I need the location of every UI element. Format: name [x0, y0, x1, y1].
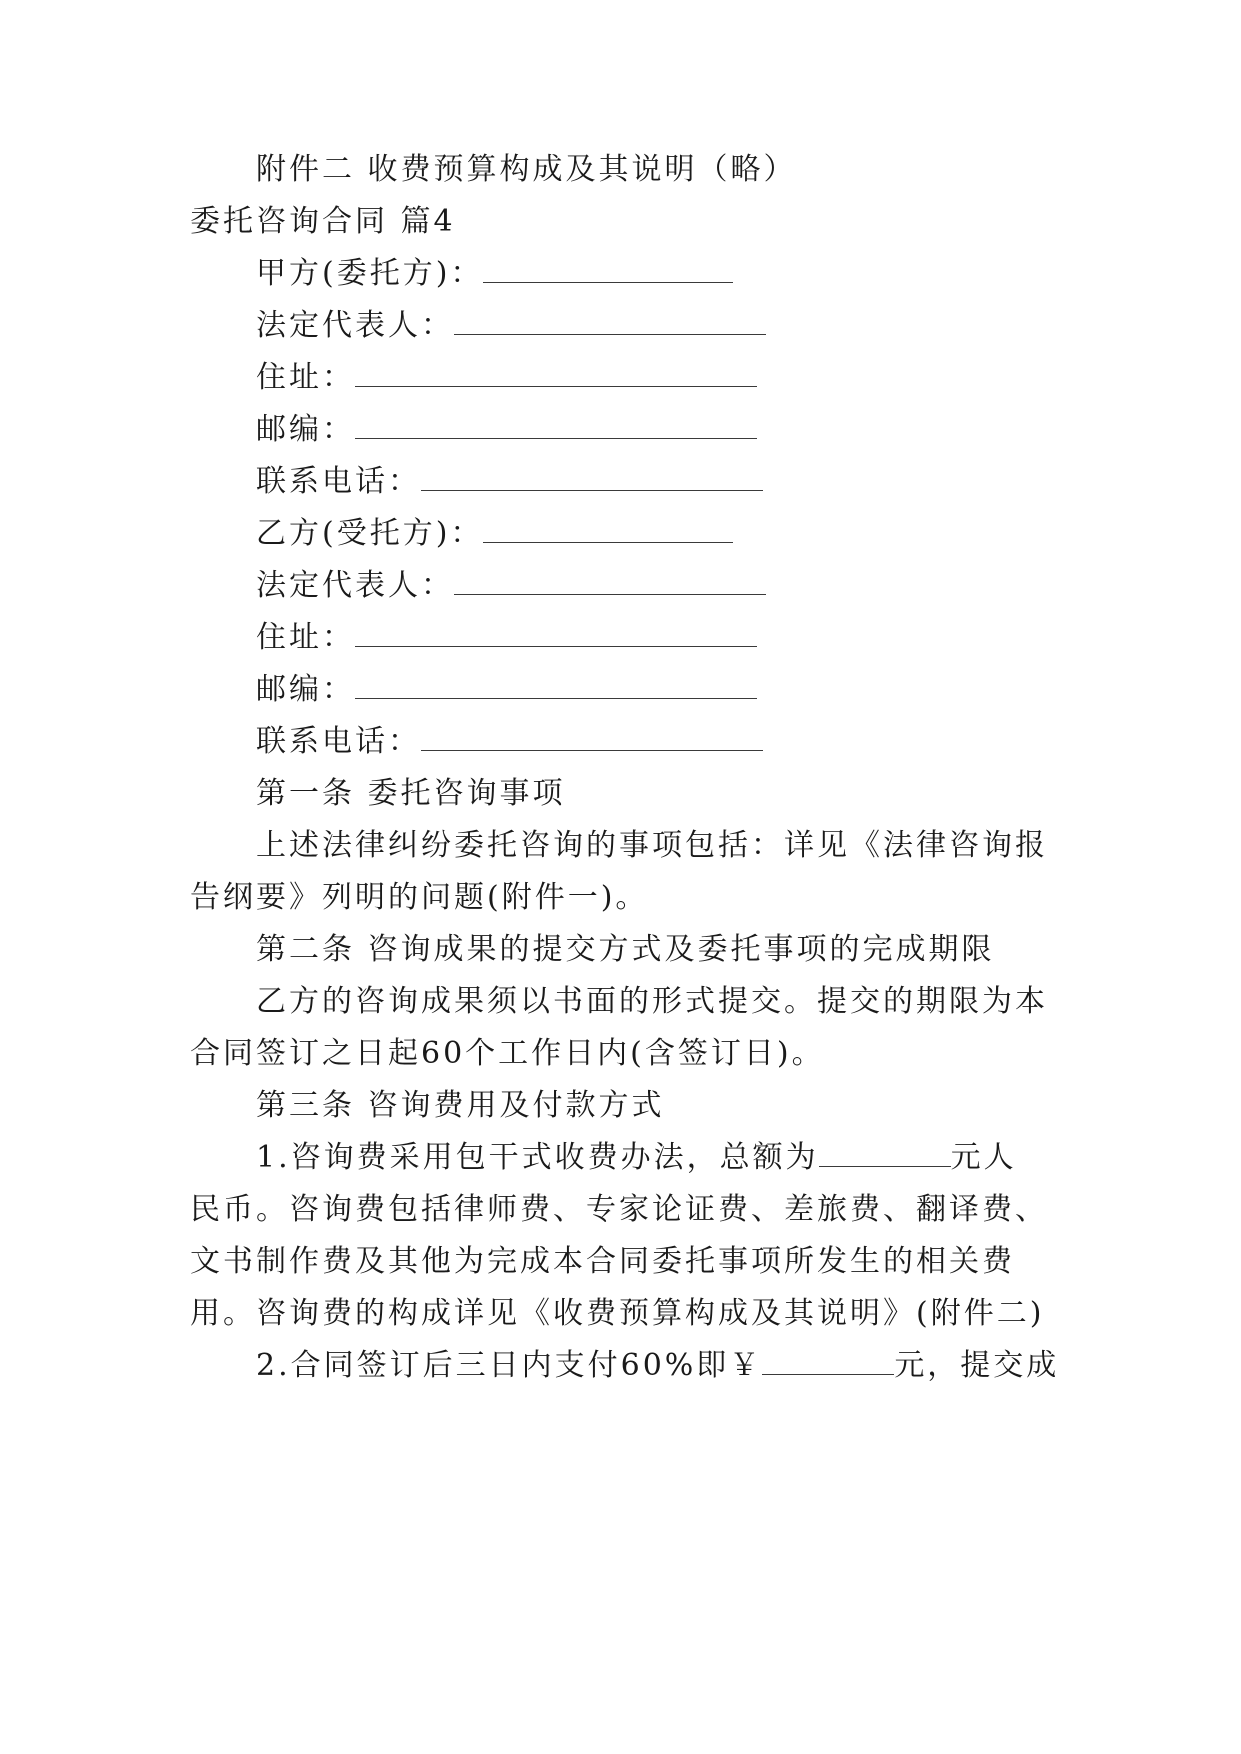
contract-title: 委托咨询合同 篇4 [190, 204, 456, 239]
party-a-postcode-field [256, 410, 757, 450]
fee-clause-line-1 [256, 1138, 1017, 1178]
party-b-address-label: 住址： [256, 620, 355, 655]
party-b-representative-blank [454, 566, 766, 595]
party-a-postcode-label: 邮编： [256, 412, 355, 447]
party-b-postcode-label: 邮编： [256, 672, 355, 707]
party-b-blank [483, 514, 733, 543]
party-b-label: 乙方(受托方)： [256, 516, 484, 551]
article-one-heading: 第一条 委托咨询事项 [256, 776, 566, 811]
party-a-address-label: 住址： [256, 360, 355, 395]
article-two-heading: 第二条 咨询成果的提交方式及委托事项的完成期限 [256, 932, 995, 967]
payment-clause-line-1 [256, 1346, 1059, 1386]
party-b-address-field [256, 618, 757, 658]
article-two-text-line-1: 乙方的咨询成果须以书面的形式提交。提交的期限为本 [256, 984, 1048, 1019]
party-a-phone-label: 联系电话： [256, 464, 421, 499]
party-a-phone-blank [421, 462, 763, 491]
party-a-postcode-blank [355, 410, 757, 439]
party-b-postcode-blank [355, 670, 757, 699]
party-b-phone-blank [421, 722, 763, 751]
party-b-representative-field [256, 566, 766, 606]
fee-total-blank [819, 1138, 951, 1167]
article-three-heading: 第三条 咨询费用及付款方式 [256, 1088, 665, 1123]
payment-amount-blank [762, 1346, 894, 1375]
party-b-phone-label: 联系电话： [256, 724, 421, 759]
party-a-phone-field [256, 462, 763, 502]
party-b-postcode-field [256, 670, 757, 710]
fee-clause-text-b: 元人 [950, 1140, 1017, 1175]
party-a-representative-blank [454, 306, 766, 335]
fee-clause-line-4: 用。咨询费的构成详见《收费预算构成及其说明》(附件二) [190, 1296, 1045, 1331]
party-b-representative-label: 法定代表人： [256, 568, 454, 603]
party-a-address-blank [355, 358, 757, 387]
party-a-field [256, 254, 733, 294]
article-one-text-line-1: 上述法律纠纷委托咨询的事项包括：详见《法律咨询报 [256, 828, 1048, 863]
party-b-phone-field [256, 722, 763, 762]
appendix-two-heading: 附件二 收费预算构成及其说明（略） [256, 152, 797, 187]
article-one-text-line-2: 告纲要》列明的问题(附件一)。 [190, 880, 649, 915]
party-a-representative-label: 法定代表人： [256, 308, 454, 343]
party-a-representative-field [256, 306, 766, 346]
party-b-field [256, 514, 733, 554]
fee-clause-text-a: 1.咨询费采用包干式收费办法，总额为 [256, 1140, 819, 1175]
party-a-label: 甲方(委托方)： [256, 256, 484, 291]
payment-clause-text-b: 元，提交成 [894, 1348, 1060, 1383]
fee-clause-line-3: 文书制作费及其他为完成本合同委托事项所发生的相关费 [190, 1244, 1015, 1279]
payment-clause-text-a: 2.合同签订后三日内支付60%即￥ [256, 1348, 763, 1383]
party-a-blank [483, 254, 733, 283]
party-a-address-field [256, 358, 757, 398]
fee-clause-line-2: 民币。咨询费包括律师费、专家论证费、差旅费、翻译费、 [190, 1192, 1048, 1227]
article-two-text-line-2: 合同签订之日起60个工作日内(含签订日)。 [190, 1036, 825, 1071]
party-b-address-blank [355, 618, 757, 647]
